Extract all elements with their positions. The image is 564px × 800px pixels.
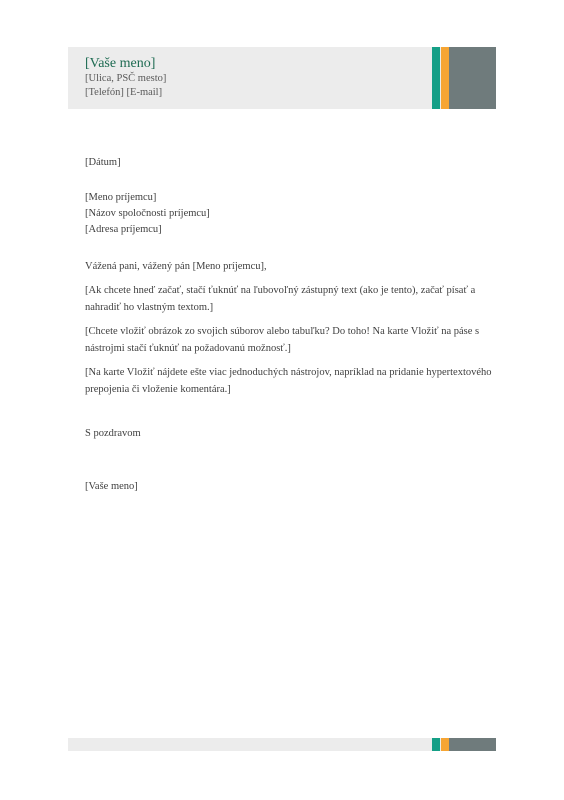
- sender-address[interactable]: [Ulica, PSČ mesto]: [85, 73, 167, 84]
- gray-accent-block: [449, 738, 496, 751]
- signature-name[interactable]: [Vaše meno]: [85, 481, 138, 492]
- teal-accent-stripe: [432, 47, 440, 109]
- recipient-name[interactable]: [Meno príjemcu]: [85, 192, 157, 203]
- letterhead-band: [68, 47, 496, 109]
- letter-date[interactable]: [Dátum]: [85, 157, 121, 168]
- gray-accent-block: [449, 47, 496, 109]
- orange-accent-stripe: [441, 47, 449, 109]
- closing[interactable]: S pozdravom: [85, 428, 141, 439]
- recipient-company[interactable]: [Názov spoločnosti príjemcu]: [85, 208, 210, 219]
- salutation[interactable]: Vážená pani, vážený pán [Meno príjemcu],: [85, 261, 267, 272]
- body-paragraph-2[interactable]: [Chcete vložiť obrázok zo svojich súborov alebo tabuľku? Do toho! Na karte Vložiť na páse s nástrojmi stačí ťuknúť na požadovanú možnosť.]: [85, 326, 480, 354]
- body-paragraph-1[interactable]: [Ak chcete hneď začať, stačí ťuknúť na ľubovoľný zástupný text (ako je tento), začať písať a nahradiť ho vlastným textom.]: [85, 285, 476, 313]
- teal-accent-stripe: [432, 738, 440, 751]
- recipient-address[interactable]: [Adresa príjemcu]: [85, 224, 162, 235]
- footer-band: [68, 738, 496, 751]
- sender-name[interactable]: [Vaše meno]: [85, 56, 156, 71]
- body-paragraph-3[interactable]: [Na karte Vložiť nájdete ešte viac jednoduchých nástrojov, napríklad na pridanie hypertextového prepojenia či vloženie komentára.]: [85, 367, 492, 395]
- orange-accent-stripe: [441, 738, 449, 751]
- sender-contact[interactable]: [Telefón] [E-mail]: [85, 87, 163, 98]
